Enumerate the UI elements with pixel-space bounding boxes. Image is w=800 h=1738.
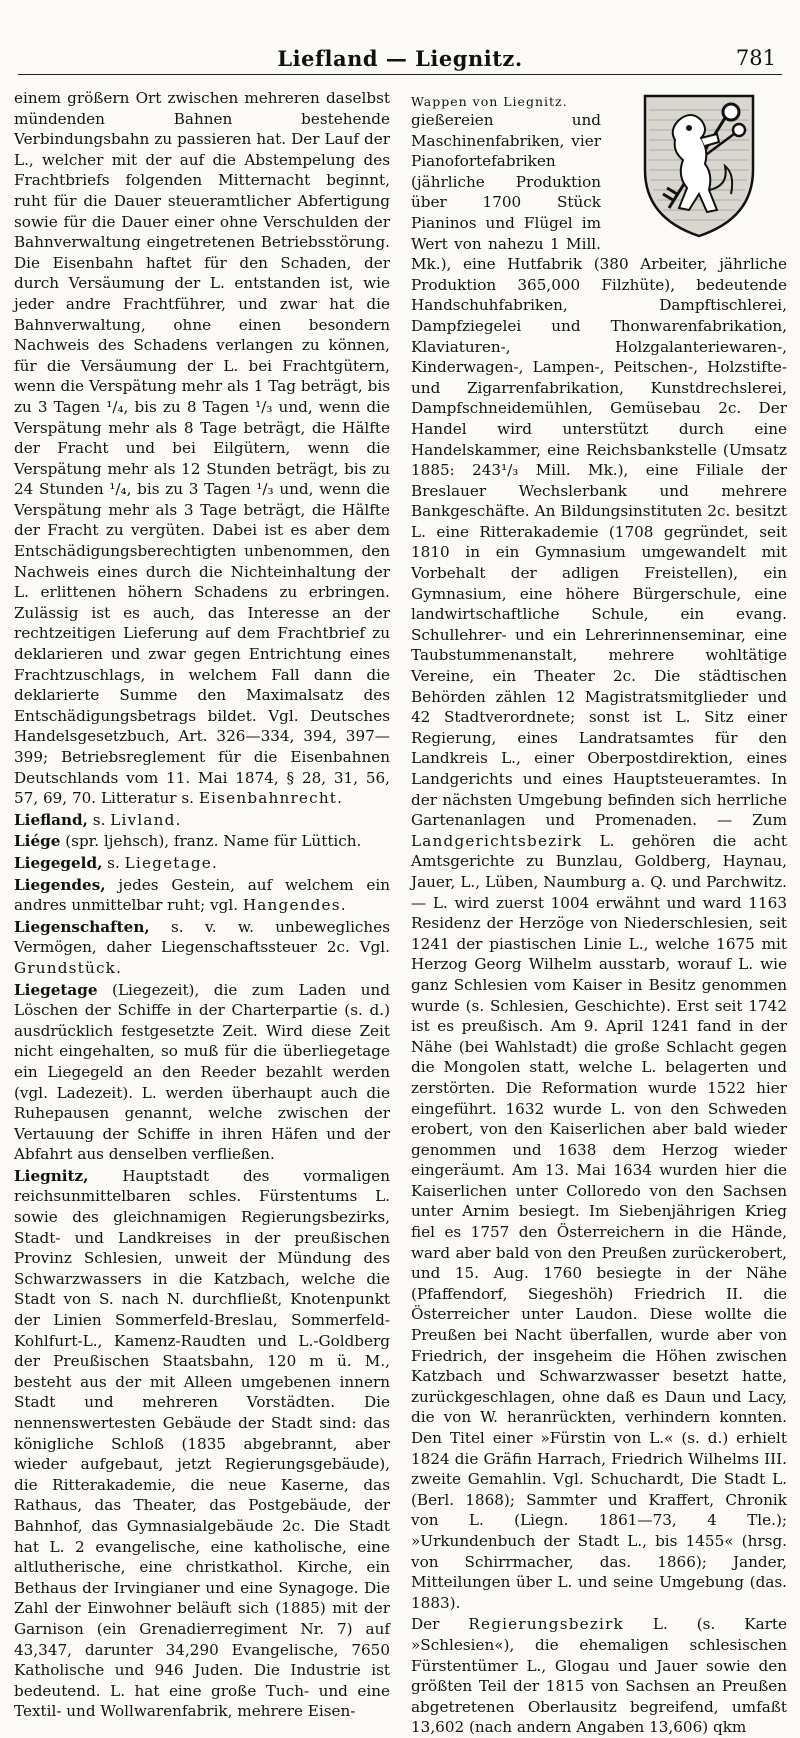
entry-lemma: Liegendes,	[14, 875, 106, 894]
entry-text: (Liegezeit), die zum Laden und Löschen der Schiffe in der Charterpartie (s. d.) ausdrücklich festgesetzte Zeit. Wird diese Zeit nicht eingehalten, so muß für die überliegetage ein Liegegeld an den Reeder bezahlt werden (vgl. Ladezeit). L. werden überhaupt auch die Ruhepausen genannt, welche zwischen der Vertauung der Schiffe in ihren Häfen und der Abfahrt aus denselben verfließen.	[14, 980, 390, 1164]
entry-lemma: Liefland,	[14, 810, 88, 829]
entry-lemma: Liége	[14, 832, 61, 851]
paragraph-text: einem größern Ort zwischen mehreren daselbst mündenden Bahnen bestehende Verbindungsbahn zu passieren hat. Der Lauf der L., welcher mit der auf die Abstempelung des Frachtbriefs folgenden Mitternacht beginnt, ruht für die Dauer steueramtlicher Abfertigung sowie für die Dauer einer ohne Verschulden der Bahnverwaltung eingetretenen Betriebsstörung. Die Eisenbahn haftet für den Schaden, der durch Versäumung der L. entstanden ist, wie jeder andre Frachtführer, und zwar hat die Bahnverwaltung, ohne einen besondern Nachweis des Schadens verlangen zu können, für die Versäumung der L. bei Frachtgütern, wenn die Verspätung mehr als 1 Tag beträgt, bis zu 3 Tagen ¹/₄, bis zu 8 Tagen ¹/₃ und, wenn die Verspätung mehr als 8 Tage beträgt, die Hälfte der Fracht und bei Eilgütern, wenn die Verspätung mehr als 12 Stunden beträgt, bis zu 24 Stunden ¹/₄, bis zu 3 Tagen ¹/₃ und, wenn die Verspätung mehr als 3 Tage beträgt, die Hälfte der Fracht zu vergüten. Dabei ist es aber dem Entschädigungsberechtigten unbenommen, den Nachweis eines durch die Nichteinhaltung der L. erlittenen höhern Schadens zu erbringen. Zulässig ist es auch, das Interesse an der rechtzeitigen Lieferung auf dem Frachtbrief zu deklarieren und zwar gegen Entrichtung eines Frachtzuschlags, in welchem Fall dann die deklarierte Summe den Maximalsatz des Entschädigungsbetrags bildet. Vgl. Deutsches Handelsgesetzbuch, Art. 326—334, 394, 397—399; Betriebsreglement für die Eisenbahnen Deutschlands vom 11. Mai 1874, § 28, 31, 56, 57, 69, 70. Litteratur s.	[14, 89, 390, 808]
entry-liegenschaften	[14, 917, 390, 979]
continued-paragraph	[14, 88, 390, 809]
entry-text: jedes Gestein, auf welchem ein andres unmittelbar ruht; vgl.	[14, 875, 390, 915]
page-header	[18, 44, 782, 75]
entry-lemma: Liegegeld,	[14, 853, 103, 872]
page-title: Liefland — Liegnitz.	[277, 46, 523, 71]
right-column	[411, 88, 787, 1738]
entry-lemma: Liegnitz,	[14, 1166, 89, 1185]
page-number: 781	[735, 46, 776, 70]
entry-lemma: Liegetage	[14, 980, 98, 999]
entry-text: (spr. ljehsch), franz. Name für Lüttich.	[60, 832, 362, 851]
emphasized-term: Landgerichtsbezirk	[411, 831, 583, 850]
cross-reference[interactable]: Eisenbahnrecht.	[198, 789, 344, 808]
left-column	[14, 88, 390, 1722]
regierungsbezirk-paragraph	[411, 1614, 787, 1738]
paragraph-text: gießereien und Maschinenfabriken, vier Pianofortefabriken (jährliche Produktion über 1700 Stück Pianinos und Flügel im Wert von nahezu 1 Mill. Mk.), eine Hutfabrik (380 Arbeiter, jährliche Produktion 365,000 Filzhüte), bedeutende Handschuhfabriken, Dampftischlerei, Dampfziegelei und Thonwarenfabrikation, Klaviaturen-, Holzgalanteriewaren-, Kinderwagen-, Lampen-, Peitschen-, Holzstifte- und Zigarrenfabrikation, Kunstdrechslerei, Dampfschneidemühlen, Gemüsebau 2c. Der Handel wird unterstützt durch eine Handelskammer, eine Reichsbankstelle (Umsatz 1885: 243¹/₃ Mill. Mk.), eine Filiale der Breslauer Wechslerbank und mehrere Bankgeschäfte. An Bildungsinstituten 2c. besitzt L. eine Ritterakademie (1708 gegründet, seit 1810 in ein Gymnasium umgewandelt mit Vorbehalt der adligen Freistellen), ein Gymnasium, eine höhere Bürgerschule, eine landwirtschaftliche Schule, ein evang. Schullehrer- und ein Lehrerinnenseminar, eine Taubstummenanstalt, mehrere wohltätige Vereine, ein Theater 2c. Die städtischen Behörden zählen 12 Magistratsmitglieder und 42 Stadtverordnete; sonst ist L. Sitz einer Regierung, eines Landratsamtes für den Landkreis L., einer Oberpostdirektion, eines Landgerichts und eines Hauptsteueramtes. In der nächsten Umgebung befinden sich herrliche Gartenanlagen und Promenaden. — Zum	[411, 111, 787, 830]
paragraph-text: L. gehören die acht Amtsgerichte zu Bunzlau, Goldberg, Haynau, Jauer, L., Lüben, Naumburg a. Q. und Parchwitz. — L. wird zuerst 1004 erwähnt und ward 1163 Residenz der Herzöge von Niederschlesien, seit 1241 der piastischen Linie L., welche 1675 mit Herzog Georg Wilhelm ausstarb, worauf L. wie ganz Schlesien vom Kaiser in Besitz genommen wurde (s. Schlesien, Geschichte). Erst seit 1742 ist es preußisch. Am 9. April 1241 fand in der Nähe (bei Wahlstadt) die große Schlacht gegen die Mongolen statt, welche L. belagerten und zerstörten. Die Reformation wurde 1522 hier eingeführt. 1632 wurde L. von den Schweden erobert, von den Kaiserlichen aber bald wieder genommen und 1638 dem Herzog wieder eingeräumt. Am 13. Mai 1634 wurden hier die Kaiserlichen unter Colloredo von den Sachsen unter Arnim besiegt. Im Siebenjährigen Krieg fiel es 1757 den Österreichern in die Hände, ward aber bald von den Preußen zurückerobert, und 15. Aug. 1760 besiegte in der Nähe (Pfaffendorf, Siegeshöh) Friedrich II. die Österreicher unter Laudon. Diese wollte die Preußen bei Nacht überfallen, wurde aber von Friedrich, der insgeheim die Höhen zwischen Katzbach und Schwarzwasser besetzt hatte, zurückgeschlagen, ohne daß es Daun und Lacy, die von W. heranrückten, verhindern konnten. Den Titel einer »Fürstin von L.« (s. d.) erhielt 1824 die Gräfin Harrach, Friedrich Wilhelms III. zweite Gemahlin. Vgl. Schuchardt, Die Stadt L. (Berl. 1868); Sammter und Kraffert, Chronik von L. (Liegn. 1861—73, 4 Tle.); »Urkundenbuch der Stadt L., bis 1455« (hrsg. von Schirrmacher, das. 1866); Jander, Mitteilungen über L. und seine Umgebung (das. 1883).	[411, 831, 787, 1612]
coat-of-arms-figure	[611, 90, 787, 240]
cross-reference[interactable]: Hangendes.	[242, 896, 347, 915]
coat-of-arms-caption: Wappen von Liegnitz.	[411, 94, 568, 109]
entry-liegnitz	[14, 1166, 390, 1722]
entry-text: s.	[87, 810, 111, 829]
entry-liegetage	[14, 980, 390, 1165]
entry-text: s.	[102, 853, 125, 872]
cross-reference[interactable]: Grundstück.	[14, 958, 123, 977]
coat-of-arms-icon	[639, 90, 759, 240]
entry-liegendes	[14, 875, 390, 916]
entry-text: s. v. w. unbewegliches Vermögen, daher Liegenschaftssteuer 2c. Vgl.	[14, 917, 390, 957]
entry-liefland	[14, 810, 390, 831]
cross-reference[interactable]: Livland.	[110, 810, 182, 829]
entry-liegegeld	[14, 853, 390, 874]
cross-reference[interactable]: Liegetage.	[124, 853, 218, 872]
entry-text: Hauptstadt des vormaligen reichsunmittelbaren schles. Fürstentums L. sowie des gleichnamigen Regierungsbezirks, Stadt- und Landkreises in der preußischen Provinz Schlesien, unweit der Mündung des Schwarzwassers in die Katzbach, welche die Stadt von S. nach N. durchfließt, Knotenpunkt der Linien Sommerfeld-Breslau, Sommerfeld-Kohlfurt-L., Kamenz-Raudten und L.-Goldberg der Preußischen Staatsbahn, 120 m ü. M., besteht aus der mit Alleen umgebenen innern Stadt und mehreren Vorstädten. Die nennenswertesten Gebäude der Stadt sind: das königliche Schloß (1835 abgebrannt, aber wieder aufgebaut, jetzt Regierungsgebäude), die Ritterakademie, die neue Kaserne, das Rathaus, das Theater, das Postgebäude, der Bahnhof, das Gymnasialgebäude 2c. Die Stadt hat L. 2 evangelische, eine katholische, eine altlutherische, eine christkathol. Kirche, ein Bethaus der Irvingianer und eine Synagoge. Die Zahl der Einwohner beläuft sich (1885) mit der Garnison (ein Grenadierregiment Nr. 7) auf 43,347, darunter 34,290 Evangelische, 7650 Katholische und 946 Juden. Die Industrie ist bedeutend. L. hat eine große Tuch- und eine Textil- und Wollwarenfabrik, mehrere Eisen-	[14, 1166, 390, 1721]
entry-liege	[14, 831, 390, 852]
emphasized-term: Regierungsbezirk	[468, 1615, 624, 1634]
entry-lemma: Liegenschaften,	[14, 917, 150, 936]
paragraph-text: L. (s. Karte »Schlesien«), die ehemaligen schlesischen Fürstentümer L., Glogau und Jauer sowie den größten Teil der 1815 von Sachsen an Preußen abgetretenen Oberlausitz begreifend, umfaßt 13,602 (nach andern Angaben 13,606) qkm	[411, 1615, 787, 1737]
paragraph-text: Der	[411, 1615, 469, 1634]
